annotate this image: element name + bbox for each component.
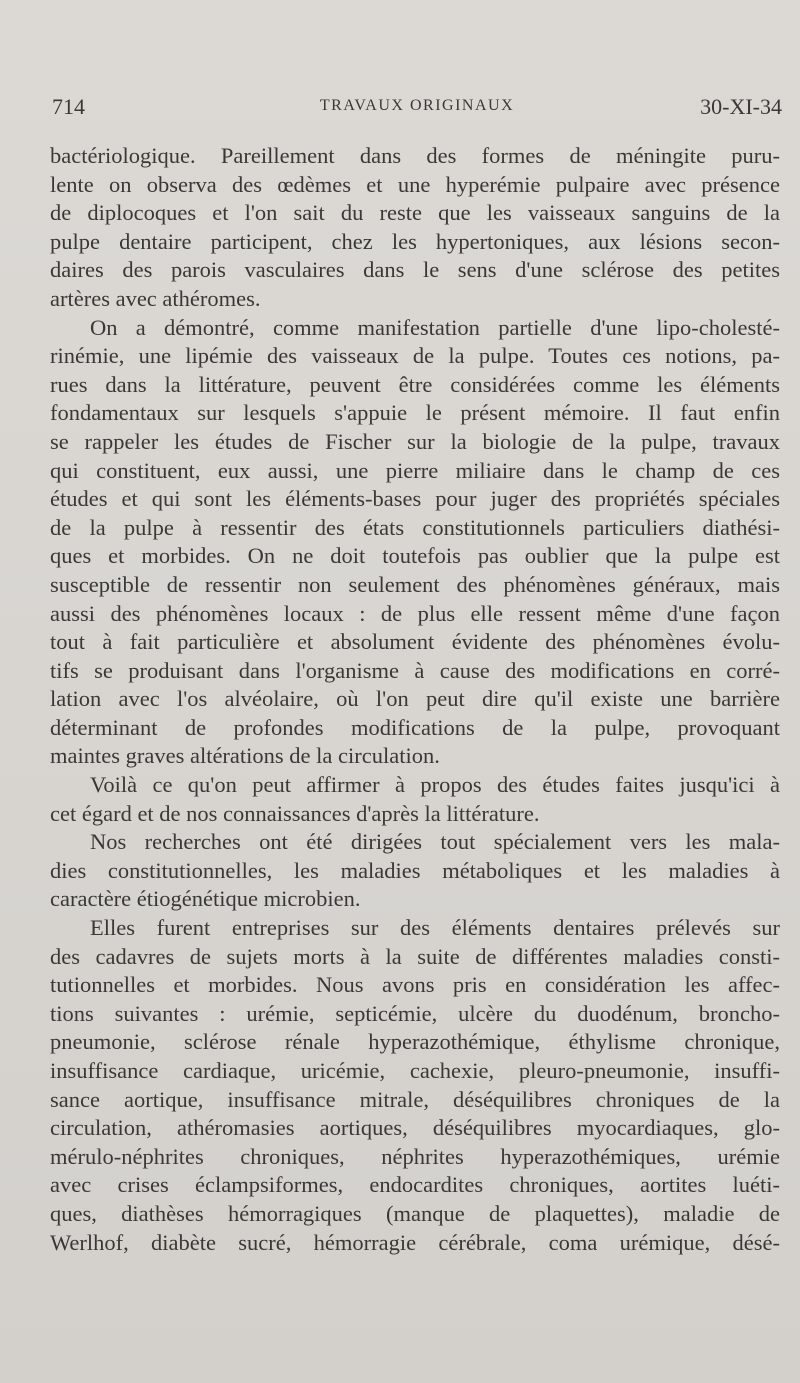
text-line: cet égard et de nos connaissances d'après la littérature.	[50, 800, 540, 826]
body-text	[50, 142, 780, 1257]
text-line: aussi des phénomènes locaux : de plus elle ressent même d'une façon	[50, 600, 780, 626]
text-line: sance aortique, insuffisance mitrale, déséquilibres chroniques de la	[50, 1086, 780, 1112]
header-date: 30-XI-34	[700, 94, 782, 119]
running-header	[52, 94, 782, 126]
paragraph	[50, 771, 780, 828]
text-line: études et qui sont les éléments-bases pour juger des propriétés spéciales	[50, 486, 780, 512]
text-line: Voilà ce qu'on peut affirmer à propos des études faites jusqu'ici à	[90, 772, 780, 798]
running-title: TRAVAUX ORIGINAUX	[319, 97, 515, 114]
text-line: de la pulpe à ressentir des états constitutionnels particuliers diathési-	[50, 514, 780, 540]
text-line: pulpe dentaire participent, chez les hypertoniques, aux lésions secon-	[50, 228, 780, 254]
text-line: mérulo-néphrites chroniques, néphrites hyperazothémiques, urémie	[50, 1143, 780, 1169]
text-line: caractère étiogénétique microbien.	[50, 886, 361, 912]
text-line: qui constituent, eux aussi, une pierre miliaire dans le champ de ces	[50, 457, 780, 483]
text-line: artères avec athéromes.	[50, 285, 261, 311]
text-line: ques et morbides. On ne doit toutefois pas oublier que la pulpe est	[50, 543, 780, 569]
text-line: insuffisance cardiaque, uricémie, cachexie, pleuro-pneumonie, insuffi-	[50, 1058, 780, 1083]
text-line: lente on observa des œdèmes et une hyperémie pulpaire avec présence	[50, 171, 780, 197]
paragraph	[50, 914, 780, 1257]
text-line: bactériologique. Pareillement dans des formes de méningite puru-	[50, 143, 780, 168]
text-line: fondamentaux sur lesquels s'appuie le présent mémoire. Il faut enfin	[50, 400, 780, 426]
page-number: 714	[52, 94, 85, 119]
text-line: des cadavres de sujets morts à la suite de différentes maladies consti-	[50, 943, 780, 969]
text-line: se rappeler les études de Fischer sur la biologie de la pulpe, travaux	[50, 428, 780, 454]
text-line: avec crises éclampsiformes, endocardites chroniques, aortites luéti-	[50, 1172, 780, 1198]
text-line: Werlhof, diabète sucré, hémorragie cérébrale, coma urémique, désé-	[50, 1229, 780, 1255]
text-line: rinémie, une lipémie des vaisseaux de la pulpe. Toutes ces notions, pa-	[50, 343, 780, 369]
text-line: de diplocoques et l'on sait du reste que les vaisseaux sanguins de la	[50, 200, 780, 226]
text-line: susceptible de ressentir non seulement des phénomènes généraux, mais	[50, 571, 780, 597]
paragraph	[50, 828, 780, 914]
text-line: On a démontré, comme manifestation partielle d'une lipo-cholesté-	[90, 314, 780, 340]
text-line: ques, diathèses hémorragiques (manque de plaquettes), maladie de	[50, 1200, 780, 1226]
text-line: tout à fait particulière et absolument évidente des phénomènes évolu-	[50, 629, 780, 655]
text-line: circulation, athéromasies aortiques, déséquilibres myocardiaques, glo-	[50, 1115, 780, 1141]
text-line: tions suivantes : urémie, septicémie, ulcère du duodénum, broncho-	[50, 1000, 780, 1026]
text-line: tifs se produisant dans l'organisme à cause des modifications en corré-	[50, 657, 780, 683]
text-line: pneumonie, sclérose rénale hyperazothémique, éthylisme chronique,	[50, 1029, 780, 1055]
text-line: lation avec l'os alvéolaire, où l'on peut dire qu'il existe une barrière	[50, 686, 780, 712]
text-line: maintes graves altérations de la circulation.	[50, 743, 440, 769]
paragraph	[50, 142, 780, 314]
text-line: daires des parois vasculaires dans le sens d'une sclérose des petites	[50, 257, 780, 283]
text-line: Nos recherches ont été dirigées tout spécialement vers les mala-	[90, 829, 780, 855]
paragraph	[50, 314, 780, 772]
text-line: rues dans la littérature, peuvent être considérées comme les éléments	[50, 371, 780, 397]
text-line: tutionnelles et morbides. Nous avons pris en considération les affec-	[50, 972, 780, 998]
text-line: Elles furent entreprises sur des éléments dentaires prélevés sur	[90, 915, 780, 941]
text-line: dies constitutionnelles, les maladies métaboliques et les maladies à	[50, 857, 780, 883]
text-line: déterminant de profondes modifications de la pulpe, provoquant	[50, 714, 780, 740]
